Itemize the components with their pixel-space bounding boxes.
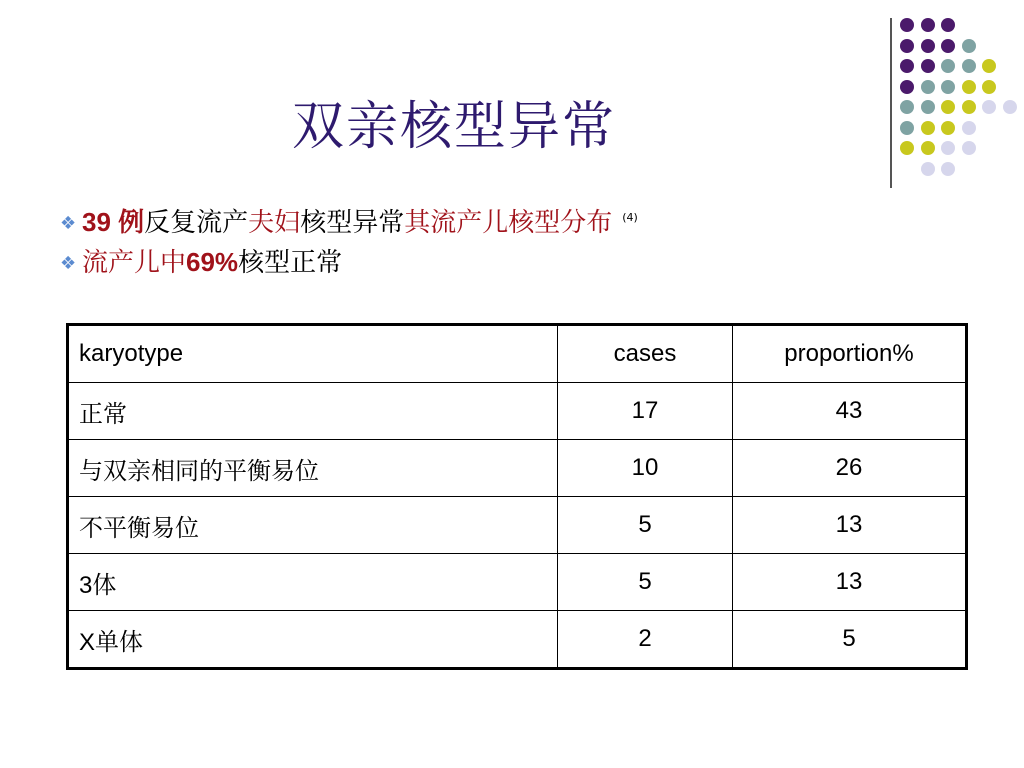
bullet-item [60, 196, 638, 240]
cell-cases: 10 [558, 440, 733, 497]
cell-proportion: 5 [733, 611, 967, 669]
decorative-dot [962, 100, 976, 114]
bullet-text-segment: 夫妇 [248, 208, 301, 238]
decorative-dot [921, 39, 935, 53]
decorative-dot [941, 100, 955, 114]
decorative-dot [1003, 100, 1017, 114]
decorative-dot [941, 18, 955, 32]
table-row [68, 383, 967, 440]
decorative-dot [900, 100, 914, 114]
table-header-row [68, 325, 967, 383]
table-row [68, 440, 967, 497]
decorative-dot [941, 39, 955, 53]
cell-proportion: 13 [733, 497, 967, 554]
slide-title: 双亲核型异常 [292, 97, 617, 157]
table-row [68, 497, 967, 554]
decorative-dot [962, 121, 976, 135]
bullet-text-segment: (4) [622, 211, 638, 224]
decorative-dot [900, 80, 914, 94]
decorative-dot [900, 121, 914, 135]
decorative-dot [982, 100, 996, 114]
header-karyotype: karyotype [68, 325, 558, 383]
decorative-dot [900, 39, 914, 53]
bullet-text-segment: 核型正常 [238, 248, 343, 278]
header-proportion: proportion% [733, 325, 967, 383]
decorative-dot [941, 80, 955, 94]
karyotype-table [66, 323, 968, 670]
decorative-dot [941, 59, 955, 73]
cell-cases: 17 [558, 383, 733, 440]
cell-proportion: 26 [733, 440, 967, 497]
decorative-dot [921, 59, 935, 73]
bullet-item [60, 240, 638, 284]
bullet-list [60, 196, 638, 284]
bullet-text-segment: 流产儿中 [82, 248, 187, 278]
header-cases: cases [558, 325, 733, 383]
bullet-text-segment: 69% [186, 247, 239, 277]
bullet-text-segment: 39 例 [82, 207, 145, 237]
table-row [68, 611, 967, 669]
cell-cases: 5 [558, 497, 733, 554]
bullet-text-segment: 反复流产 [144, 208, 249, 238]
decorative-dot [941, 162, 955, 176]
decorative-dot [962, 80, 976, 94]
decorative-dot [941, 141, 955, 155]
decorative-dot [900, 18, 914, 32]
cell-proportion: 13 [733, 554, 967, 611]
decorative-dot [982, 59, 996, 73]
cell-karyotype: 3体 [68, 554, 558, 611]
decorative-dot [921, 121, 935, 135]
bullet-text-segment: 核型异常 [300, 208, 405, 238]
decorative-dot [962, 59, 976, 73]
cell-cases: 5 [558, 554, 733, 611]
cell-karyotype: 不平衡易位 [68, 497, 558, 554]
decorative-dot [962, 141, 976, 155]
cell-cases: 2 [558, 611, 733, 669]
decorative-dot [982, 80, 996, 94]
vertical-divider [890, 18, 892, 188]
cell-karyotype: X单体 [68, 611, 558, 669]
decorative-dot [921, 18, 935, 32]
cell-karyotype: 与双亲相同的平衡易位 [68, 440, 558, 497]
cell-karyotype: 正常 [68, 383, 558, 440]
decorative-dot [900, 141, 914, 155]
table-row [68, 554, 967, 611]
diamond-bullet-icon: ❖ [60, 213, 77, 234]
decorative-dot [900, 59, 914, 73]
decorative-dot [921, 162, 935, 176]
bullet-text-segment: 其流产儿核型分布 [404, 208, 613, 238]
decorative-dot [921, 100, 935, 114]
diamond-bullet-icon: ❖ [60, 253, 77, 274]
cell-proportion: 43 [733, 383, 967, 440]
decorative-dot [921, 80, 935, 94]
decorative-dot [921, 141, 935, 155]
decorative-dot [962, 39, 976, 53]
decorative-dot [941, 121, 955, 135]
